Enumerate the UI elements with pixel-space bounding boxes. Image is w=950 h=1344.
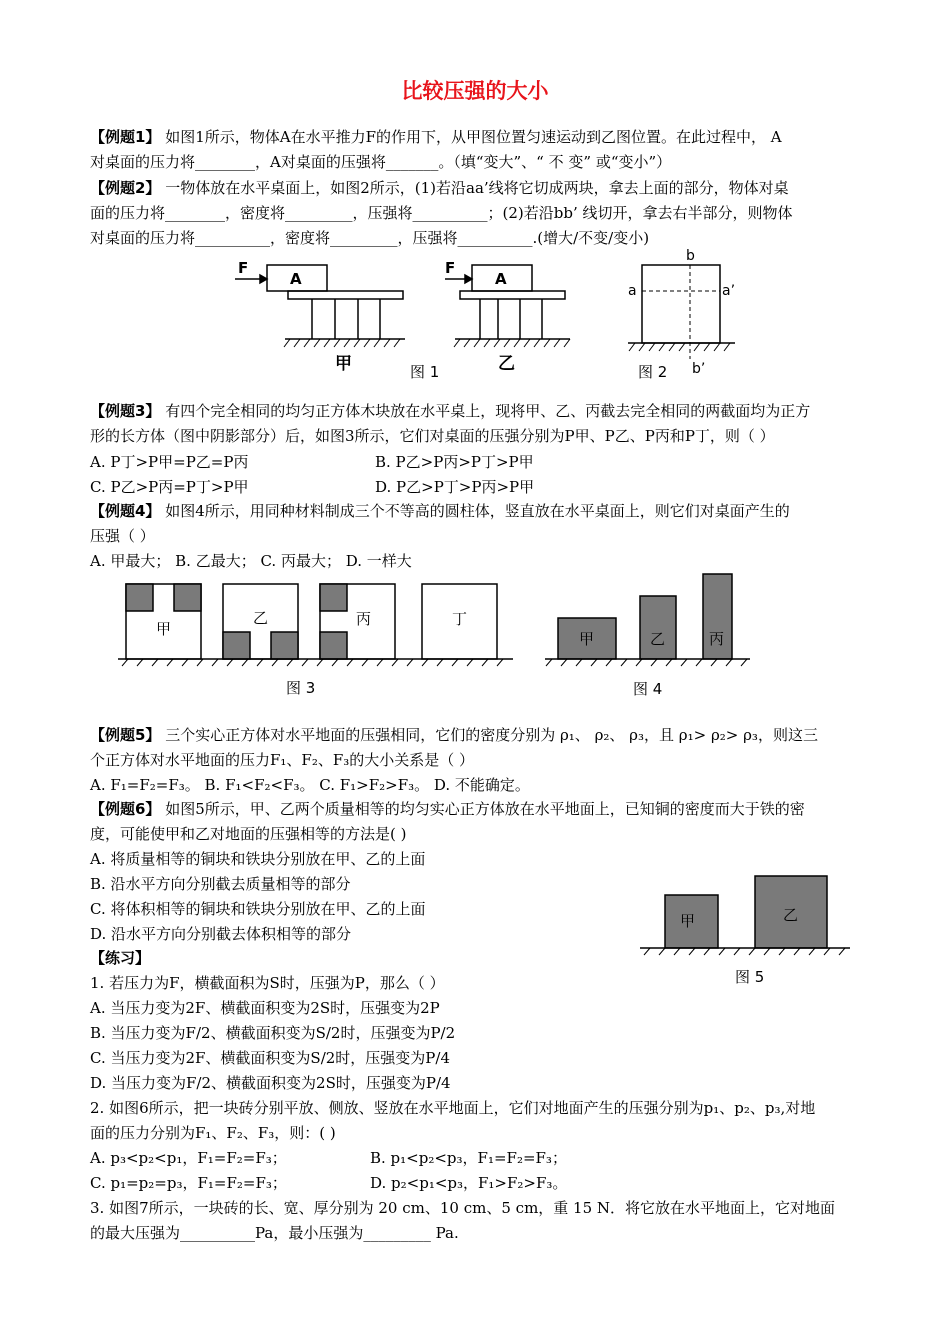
fig4-caption: 图 4 — [633, 680, 663, 698]
practice-q1-option-a: A. 当压力变为2F、横截面积变为2S时，压强变为2P — [90, 999, 440, 1017]
ex2-line3: 对桌面的压力将__________，密度将_________，压强将__________.(增大/不变/变小) — [90, 229, 650, 247]
label-jia: 甲 — [156, 620, 172, 638]
figure-5 — [640, 868, 860, 993]
ex1-tag: 【例题1】 — [90, 128, 161, 146]
ex2-line2: 面的压力将________，密度将_________，压强将__________；(2)若沿bb’ 线切开，拿去右半部分，则物体 — [90, 204, 793, 222]
label-a-yi: A — [495, 270, 507, 288]
ex2-line1 — [90, 178, 789, 198]
label-ding: 丁 — [452, 610, 468, 628]
label-yi: 乙 — [253, 609, 269, 627]
ex6-tag: 【例题6】 — [90, 800, 161, 818]
cut-bing-bottom — [320, 632, 347, 659]
label-a: a — [628, 283, 637, 299]
figure-4 — [540, 568, 755, 700]
figure-1 — [230, 253, 610, 388]
ex5-line2: 个正方体对水平地面的压力F₁、F₂、F₃的大小关系是（ ） — [90, 751, 475, 769]
ex5-line1 — [90, 725, 818, 745]
label-jia: 甲 — [335, 354, 352, 374]
practice-q2-line1: 2. 如图6所示，把一块砖分别平放、侧放、竖放在水平地面上，它们对地面产生的压强分别为p₁、p₂、p₃,对地 — [90, 1099, 816, 1117]
label-bing: 丙 — [356, 610, 372, 628]
figure-3 — [118, 578, 518, 700]
ex6-line2: 度，可能使甲和乙对地面的压强相等的方法是( ) — [90, 825, 407, 843]
ex5-options: A. F₁=F₂=F₃。 B. F₁<F₂<F₃。 C. F₁>F₂>F₃。 D. 不能确定。 — [90, 776, 530, 794]
practice-q2-option-b: B. p₁<p₂<p₃，F₁=F₂=F₃； — [370, 1149, 567, 1167]
fig5-caption: 图 5 — [735, 968, 765, 986]
fig3-caption: 图 3 — [286, 679, 316, 697]
figure-2 — [620, 247, 740, 382]
cut-yi-left — [223, 632, 250, 659]
ex3-option-a: A. P丁>P甲=P乙=P丙 — [90, 453, 249, 471]
label-b-prime: b’ — [692, 361, 706, 377]
ex4-text1: 如图4所示，用同种材料制成三个不等高的圆柱体，竖直放在水平桌面上，则它们对桌面产生的 — [160, 502, 790, 520]
ex3-option-d: D. P乙>P丁>P丙>P甲 — [375, 478, 535, 496]
ex5-text1: 三个实心正方体对水平地面的压强相同，它们的密度分别为 ρ₁、 ρ₂、 ρ₃，且 ρ₁> ρ₂> ρ₃，则这三 — [160, 726, 818, 744]
ex1-line2: 对桌面的压力将________，A对桌面的压强将_______。（填“变大”、“ 不 变” 或“变小”） — [90, 153, 672, 171]
ex2-tag: 【例题2】 — [90, 179, 161, 197]
cut-jia-left — [126, 584, 153, 611]
fig1-caption: 图 1 — [410, 363, 440, 381]
practice-q3-line1: 3. 如图7所示，一块砖的长、宽、厚分别为 20 cm、10 cm、5 cm，重 15 N．将它放在水平地面上，它对地面 — [90, 1199, 836, 1217]
table-top-jia — [288, 291, 403, 299]
practice-q2-option-a: A. p₃<p₂<p₁，F₁=F₂=F₃； — [90, 1149, 287, 1167]
practice-q2-option-d: D. p₂<p₁<p₃，F₁>F₂>F₃。 — [370, 1174, 568, 1192]
label-yi: 乙 — [498, 354, 515, 374]
cut-bing-top — [320, 584, 347, 611]
ex3-line2: 形的长方体（图中阴影部分）后，如图3所示，它们对桌面的压强分别为P甲、P乙、P丙和P丁，则（ ） — [90, 427, 775, 445]
practice-q1-option-b: B. 当压力变为F/2、横截面积变为S/2时，压强变为P/2 — [90, 1024, 456, 1042]
label-f-jia: F — [238, 259, 249, 277]
ex6-option-c: C. 将体积相等的铜块和铁块分别放在甲、乙的上面 — [90, 900, 426, 918]
ex3-option-c: C. P乙>P丙=P丁>P甲 — [90, 478, 249, 496]
ex4-line1 — [90, 501, 790, 521]
ex3-line1 — [90, 401, 810, 421]
ex6-option-d: D. 沿水平方向分别截去体积相等的部分 — [90, 925, 352, 943]
label-a-prime: a’ — [722, 283, 736, 299]
ex4-tag: 【例题4】 — [90, 502, 161, 520]
label-jia: 甲 — [579, 630, 595, 648]
practice-q1-option-c: C. 当压力变为2F、横截面积变为S/2时，压强变为P/4 — [90, 1049, 450, 1067]
label-jia: 甲 — [680, 912, 696, 930]
ex5-tag: 【例题5】 — [90, 726, 161, 744]
ex3-option-b: B. P乙>P丙>P丁>P甲 — [375, 453, 534, 471]
practice-q1-option-d: D. 当压力变为F/2、横截面积变为2S时，压强变为P/4 — [90, 1074, 451, 1092]
arrowhead-yi — [465, 275, 472, 283]
practice-q1: 1. 若压力为F，横截面积为S时，压强为P，那么（ ） — [90, 974, 445, 992]
ex4-line2: 压强（ ） — [90, 527, 155, 545]
practice-q2-option-c: C. p₁=p₂=p₃，F₁=F₂=F₃； — [90, 1174, 287, 1192]
cut-yi-right — [271, 632, 298, 659]
ex4-options: A. 甲最大； B. 乙最大； C. 丙最大； D. 一样大 — [90, 552, 412, 570]
practice-q3-line2: 的最大压强为__________Pa，最小压强为_________ Pa. — [90, 1224, 459, 1242]
ex6-option-b: B. 沿水平方向分别截去质量相等的部分 — [90, 875, 351, 893]
cube — [642, 265, 720, 343]
label-yi: 乙 — [783, 906, 799, 924]
ex6-line1 — [90, 799, 805, 819]
practice-heading: 【练习】 — [90, 949, 151, 967]
ex3-tag: 【例题3】 — [90, 402, 161, 420]
label-b: b — [686, 248, 695, 264]
ex1-line1 — [90, 127, 782, 147]
ex6-text1: 如图5所示，甲、乙两个质量相等的均匀实心正方体放在水平地面上，已知铜的密度而大于铁的密 — [160, 800, 805, 818]
ex1-text1: 如图1所示，物体A在水平推力F的作用下，从甲图位置匀速运动到乙图位置。在此过程中， A — [160, 128, 782, 146]
ex3-text1: 有四个完全相同的均匀正方体木块放在水平桌上，现将甲、乙、丙截去完全相同的两截面均为正方 — [160, 402, 811, 420]
label-a-jia: A — [290, 270, 302, 288]
cylinder-yi — [640, 596, 676, 659]
practice-q2-line2: 面的压力分别为F₁、F₂、F₃，则：( ) — [90, 1124, 336, 1142]
table-top-yi — [460, 291, 565, 299]
label-bing: 丙 — [709, 630, 725, 648]
cut-jia-right — [174, 584, 201, 611]
ex6-option-a: A. 将质量相等的铜块和铁块分别放在甲、乙的上面 — [90, 850, 426, 868]
label-f-yi: F — [445, 259, 456, 277]
label-yi: 乙 — [650, 630, 666, 648]
ex2-text1: 一物体放在水平桌面上，如图2所示，(1)若沿aa’线将它切成两块，拿去上面的部分，物体对桌 — [160, 179, 789, 197]
page-title: 比较压强的大小 — [401, 79, 549, 103]
fig2-caption: 图 2 — [638, 363, 668, 381]
arrowhead-jia — [260, 275, 267, 283]
